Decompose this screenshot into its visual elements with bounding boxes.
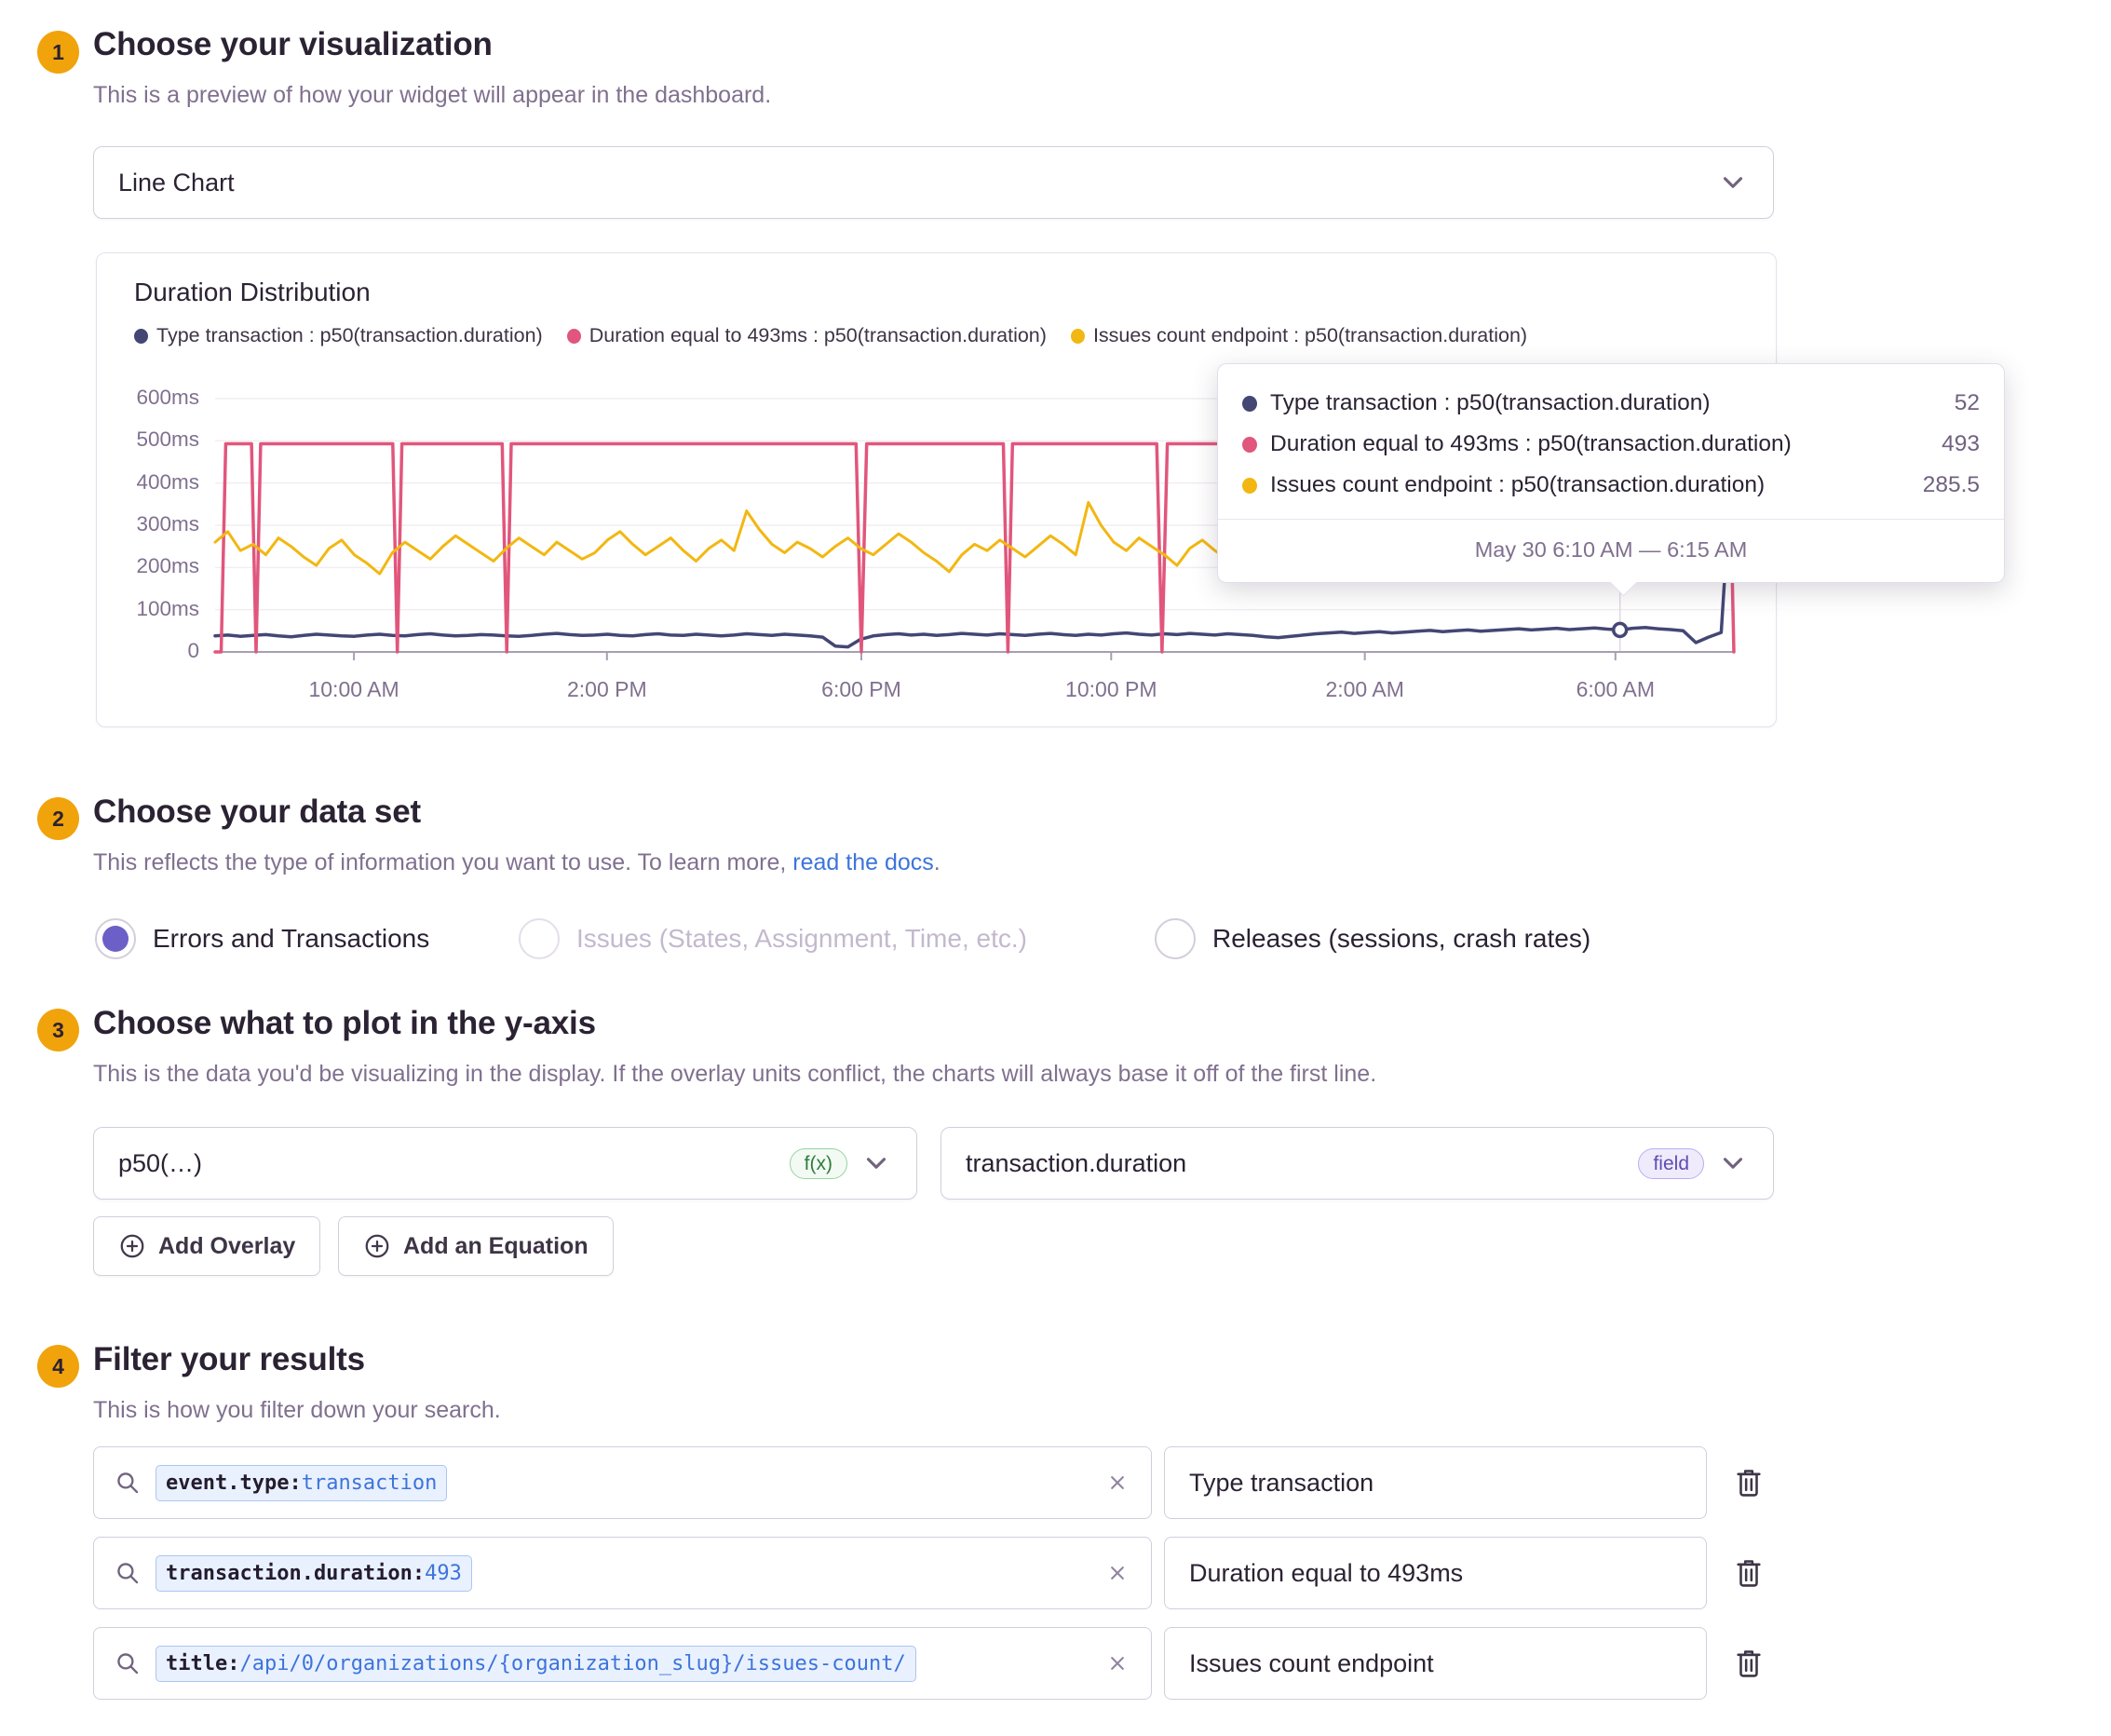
radio-circle[interactable]: [1155, 918, 1196, 959]
legend-label: Issues count endpoint : p50(transaction.duration): [1092, 324, 1528, 346]
tooltip-series-value: 493: [1942, 431, 1980, 456]
function-badge: f(x): [790, 1148, 847, 1179]
dataset-subtitle-text: This reflects the type of information you want to use. To learn more,: [93, 849, 793, 875]
filter-alias-value: Issues count endpoint: [1189, 1648, 1434, 1677]
x-axis-tick-label: 10:00 PM: [1065, 677, 1157, 701]
radio-circle-selected[interactable]: [95, 918, 136, 959]
token-value: 493: [425, 1561, 462, 1585]
y-axis-tick-label: 0: [187, 639, 199, 662]
section-title-yaxis: Choose what to plot in the y-axis: [93, 1005, 596, 1041]
section-title-dataset: Choose your data set: [93, 793, 421, 830]
add-overlay-button[interactable]: [93, 1216, 320, 1276]
tooltip-dot-pink: [1242, 437, 1257, 453]
filter-search-input[interactable]: [93, 1537, 1152, 1609]
yaxis-function-value: p50(…): [118, 1148, 203, 1177]
read-the-docs-link[interactable]: read the docs: [792, 849, 934, 875]
yaxis-field-select[interactable]: [940, 1127, 1774, 1200]
legend-label: Type transaction : p50(transaction.duration): [156, 324, 543, 346]
filter-legend-alias-input[interactable]: [1164, 1627, 1707, 1700]
add-equation-button[interactable]: [338, 1216, 614, 1276]
radio-label: Issues (States, Assignment, Time, etc.): [576, 924, 1027, 953]
chart-title: Duration Distribution: [134, 278, 371, 306]
tooltip-series-name: Duration equal to 493ms : p50(transaction.duration): [1270, 431, 1792, 456]
radio-label: Releases (sessions, crash rates): [1212, 924, 1591, 953]
search-icon: [115, 1470, 141, 1496]
section-subtitle-filters: This is how you filter down your search.: [93, 1397, 501, 1423]
x-axis-tick-label: 2:00 AM: [1325, 677, 1404, 701]
y-axis-tick-label: 400ms: [136, 469, 199, 494]
y-axis-tick-label: 600ms: [136, 386, 199, 410]
radio-circle-disabled[interactable]: [519, 918, 560, 959]
y-axis-tick-label: 300ms: [136, 512, 199, 536]
legend-item[interactable]: [1071, 324, 1527, 347]
trash-icon: [1733, 1646, 1765, 1681]
step-3-badge: 3: [37, 1009, 79, 1051]
plus-circle-icon: [363, 1232, 391, 1260]
x-axis-tick-label: 10:00 AM: [308, 677, 399, 701]
filter-legend-alias-input[interactable]: [1164, 1537, 1707, 1609]
radio-label: Errors and Transactions: [153, 924, 430, 953]
delete-filter-button[interactable]: [1730, 1553, 1767, 1594]
x-axis-tick-label: 6:00 AM: [1576, 677, 1655, 701]
token-value: /api/0/organizations/{organization_slug}/issues-count/: [239, 1651, 906, 1675]
trash-icon: [1733, 1465, 1765, 1500]
filter-alias-value: Duration equal to 493ms: [1189, 1558, 1464, 1587]
field-badge: field: [1638, 1148, 1704, 1179]
add-overlay-label: Add Overlay: [158, 1232, 296, 1259]
tooltip-dot-yellow: [1242, 478, 1257, 494]
tooltip-row: [1242, 465, 1980, 506]
token-value: transaction: [301, 1471, 438, 1495]
search-token[interactable]: [156, 1555, 472, 1592]
delete-filter-button[interactable]: [1730, 1462, 1767, 1503]
legend-label: Duration equal to 493ms : p50(transaction.duration): [589, 324, 1047, 346]
tooltip-date-range: May 30 6:10 AM — 6:15 AM: [1218, 519, 2004, 582]
y-axis-tick-label: 500ms: [136, 427, 199, 452]
clear-search-icon[interactable]: [1104, 1470, 1130, 1496]
add-equation-label: Add an Equation: [403, 1232, 589, 1259]
x-axis-tick-label: 6:00 PM: [821, 677, 901, 701]
section-title-visualization: Choose your visualization: [93, 26, 493, 62]
section-subtitle-yaxis: This is the data you'd be visualizing in the display. If the overlay units conflict, the charts will always base it off of the first line.: [93, 1061, 1377, 1087]
section-subtitle-visualization: This is a preview of how your widget will appear in the dashboard.: [93, 82, 772, 108]
section-subtitle-dataset: [93, 849, 940, 876]
token-key: event.type:: [166, 1471, 302, 1495]
step-2-badge: 2: [37, 797, 79, 840]
trash-icon: [1733, 1555, 1765, 1591]
legend-dot-yellow: [1071, 329, 1085, 344]
delete-filter-button[interactable]: [1730, 1643, 1767, 1684]
dataset-subtitle-period: .: [933, 849, 940, 875]
token-key: title:: [166, 1651, 240, 1675]
yaxis-function-select[interactable]: [93, 1127, 917, 1200]
section-title-filters: Filter your results: [93, 1341, 365, 1377]
tooltip-row: [1242, 383, 1980, 424]
chevron-down-icon: [1717, 167, 1749, 198]
y-axis-tick-label: 200ms: [136, 554, 199, 578]
visualization-type-select[interactable]: [93, 146, 1774, 219]
search-token[interactable]: [156, 1646, 916, 1682]
search-icon: [115, 1650, 141, 1676]
plus-circle-icon: [118, 1232, 146, 1260]
legend-dot-navy: [134, 329, 148, 344]
chevron-down-icon: [860, 1147, 892, 1179]
search-token[interactable]: [156, 1465, 447, 1501]
legend-dot-pink: [567, 329, 581, 344]
tooltip-row: [1242, 424, 1980, 465]
tooltip-series-name: Issues count endpoint : p50(transaction.duration): [1270, 472, 1766, 497]
search-icon: [115, 1560, 141, 1586]
filter-alias-value: Type transaction: [1189, 1468, 1374, 1497]
radio-releases[interactable]: [1155, 918, 1590, 959]
tooltip-dot-navy: [1242, 396, 1257, 412]
filter-search-input[interactable]: [93, 1446, 1152, 1519]
clear-search-icon[interactable]: [1104, 1650, 1130, 1676]
tooltip-series-value: 285.5: [1922, 472, 1980, 497]
x-axis-tick-label: 2:00 PM: [566, 677, 647, 701]
chevron-down-icon: [1717, 1147, 1749, 1179]
step-4-badge: 4: [37, 1345, 79, 1388]
radio-issues[interactable]: [519, 918, 1027, 959]
tooltip-series-value: 52: [1954, 390, 1980, 415]
tooltip-series-name: Type transaction : p50(transaction.duration): [1270, 390, 1711, 415]
step-1-badge: 1: [37, 31, 79, 74]
filter-search-input[interactable]: [93, 1627, 1152, 1700]
yaxis-field-value: transaction.duration: [966, 1148, 1187, 1177]
radio-errors-and-transactions[interactable]: [95, 918, 429, 959]
chart-legend: [134, 324, 1527, 347]
y-axis-tick-label: 100ms: [136, 596, 199, 620]
chart-tooltip: [1217, 363, 2005, 583]
visualization-type-value: Line Chart: [118, 168, 235, 197]
filter-legend-alias-input[interactable]: [1164, 1446, 1707, 1519]
legend-item[interactable]: [567, 324, 1047, 347]
legend-item[interactable]: [134, 324, 543, 347]
token-key: transaction.duration:: [166, 1561, 426, 1585]
clear-search-icon[interactable]: [1104, 1560, 1130, 1586]
